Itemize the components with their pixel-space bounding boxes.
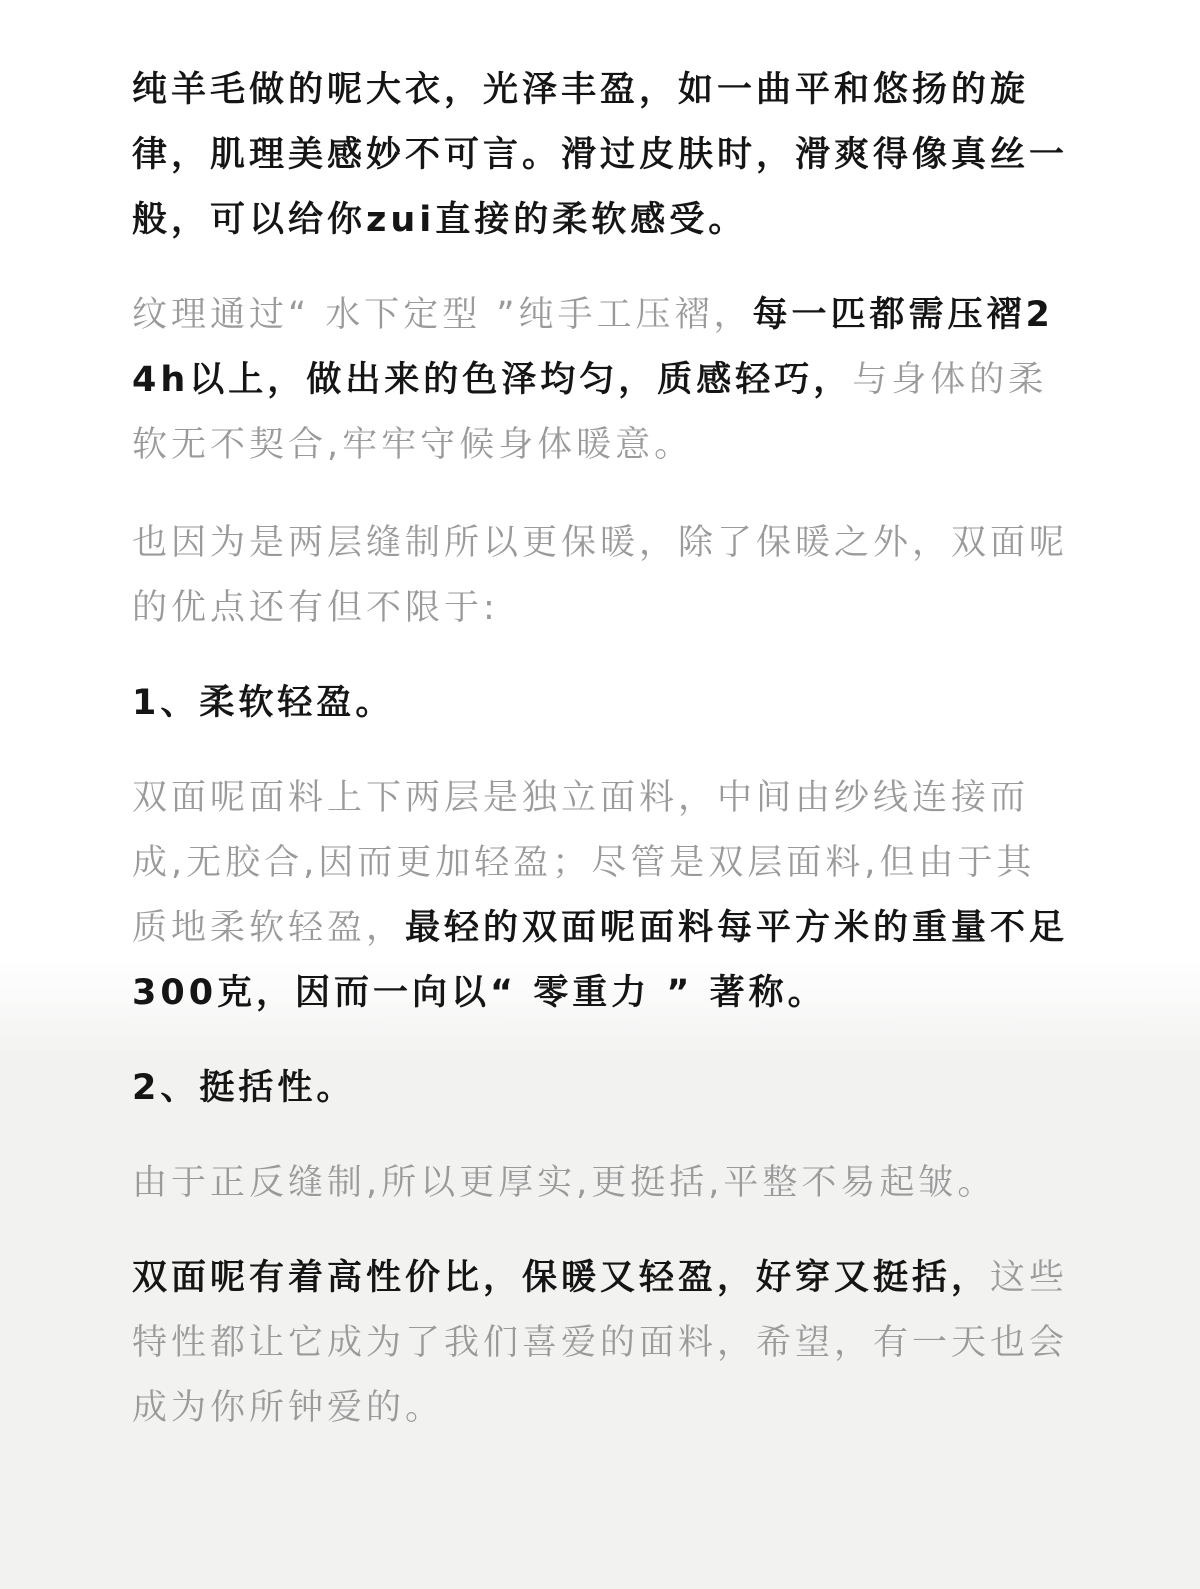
- paragraph-warmth-text: 也因为是两层缝制所以更保暖，除了保暖之外，双面呢的优点还有但不限于:: [132, 523, 1069, 628]
- paragraph-summary-highlight: 双面呢有着高性价比，保暖又轻盈，好穿又挺括，: [132, 1258, 991, 1298]
- paragraph-summary-outro: 这些特性都让它成为了我们喜爱的面料，希望，有一天也会成为你所钟爱的。: [132, 1258, 1069, 1428]
- paragraph-double-layer: [132, 766, 1072, 1026]
- paragraph-summary: [132, 1246, 1072, 1441]
- section-heading-soft-light-text: 1、柔软轻盈。: [132, 683, 395, 723]
- article-body: [132, 58, 1072, 1473]
- paragraph-texture-intro: 纹理通过“ 水下定型 ”纯手工压褶，: [132, 295, 753, 335]
- paragraph-crisp-detail-text: 由于正反缝制,所以更厚实,更挺括,平整不易起皱。: [132, 1163, 997, 1203]
- section-heading-soft-light: [132, 671, 1072, 736]
- paragraph-double-layer-intro: 双面呢面料上下两层是独立面料，中间由纱线连接而成,无胶合,因而更加轻盈；尽管是双层面料,但由于其质地柔软轻盈，: [132, 778, 1036, 948]
- paragraph-double-layer-highlight: 最轻的双面呢面料每平方米的重量不足300克，因而一向以“ 零重力 ” 著称。: [132, 908, 1069, 1013]
- paragraph-texture-highlight: 每一匹都需压褶24h以上，做出来的色泽均匀，质感轻巧，: [132, 295, 1054, 400]
- paragraph-texture: [132, 283, 1072, 478]
- section-heading-crisp-text: 2、挺括性。: [132, 1068, 356, 1108]
- section-heading-crisp: [132, 1056, 1072, 1121]
- paragraph-wool-coat: [132, 58, 1072, 253]
- paragraph-wool-coat-text: 纯羊毛做的呢大衣，光泽丰盈，如一曲平和悠扬的旋律，肌理美感妙不可言。滑过皮肤时，滑爽得像真丝一般，可以给你zui直接的柔软感受。: [132, 70, 1069, 240]
- paragraph-warmth: [132, 511, 1072, 641]
- paragraph-crisp-detail: [132, 1151, 1072, 1216]
- paragraph-texture-outro: 与身体的柔软无不契合,牢牢守候身体暖意。: [132, 360, 1048, 465]
